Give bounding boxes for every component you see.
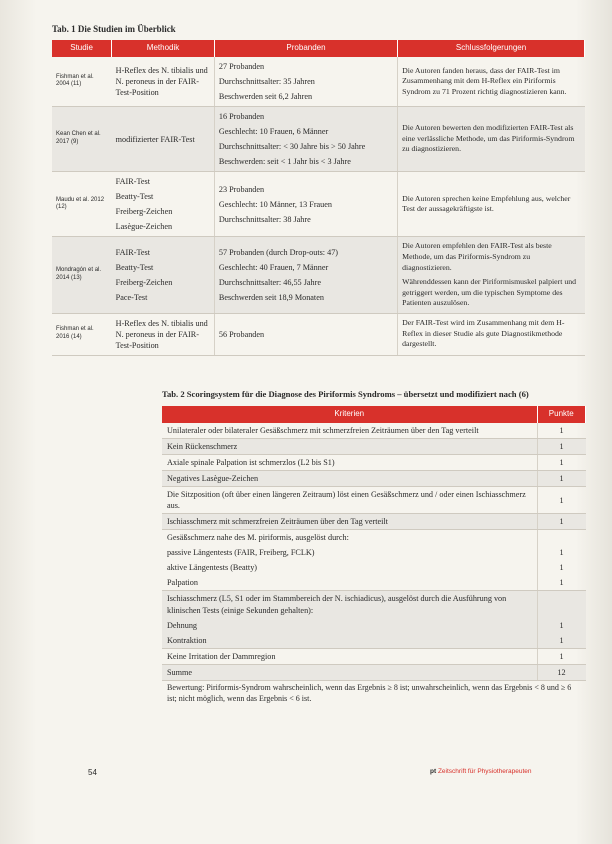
- study-row: [52, 106, 585, 171]
- criterion-row: [162, 575, 586, 591]
- method-cell: [112, 172, 215, 237]
- sample-cell-line: Geschlecht: 10 Frauen, 6 Männer: [218, 127, 329, 137]
- method-cell-line: Beatty-Test: [115, 262, 154, 272]
- conclusion-cell: [398, 57, 585, 107]
- study-row: [52, 172, 585, 237]
- sample-cell-line: 56 Probanden: [218, 329, 265, 339]
- method-cell: [112, 106, 215, 171]
- conclusion-cell: [398, 313, 585, 355]
- criterion-text: Axiale spinale Palpation ist schmerzlos (L2 bis S1): [162, 454, 537, 470]
- method-cell-line: FAIR-Test: [115, 247, 150, 257]
- method-cell-line: modifizierter FAIR-Test: [115, 134, 195, 144]
- study-row: [52, 57, 585, 107]
- study-cell: Fishman et al. 2004 (11): [52, 57, 112, 107]
- sample-cell-line: Durchschnittsalter: 46,55 Jahre: [218, 278, 321, 288]
- sample-cell-line: Beschwerden seit 6,2 Jahren: [218, 91, 313, 101]
- sample-cell-line: Geschlecht: 40 Frauen, 7 Männer: [218, 262, 329, 272]
- sample-cell-line: 27 Probanden: [218, 61, 265, 71]
- sample-cell-line: 23 Probanden: [218, 184, 265, 194]
- col-header-points: Punkte: [537, 406, 586, 423]
- sample-cell-line: Durchschnittsalter: 38 Jahre: [218, 214, 311, 224]
- col-header-method: Methodik: [112, 40, 215, 57]
- rating-row: [162, 680, 586, 706]
- journal-name: Zeitschrift für Physiotherapeuten: [437, 768, 532, 775]
- journal-footer: [430, 768, 532, 775]
- method-cell-line: H-Reflex des N. tibialis und N. peroneus in der FAIR-Test-Position: [115, 65, 208, 97]
- criterion-text: Keine Irritation der Dammregion: [162, 648, 537, 664]
- method-cell: [112, 57, 215, 107]
- criterion-row: [162, 487, 586, 514]
- method-cell-line: Lasègue-Zeichen: [115, 222, 173, 232]
- col-header-study: Studie: [52, 40, 112, 57]
- criterion-points: 1: [537, 438, 586, 454]
- criterion-points: [537, 591, 586, 618]
- conclusion-cell: [398, 172, 585, 237]
- sample-cell-line: Durchschnittsalter: < 30 Jahre bis > 50 Jahre: [218, 142, 366, 152]
- criterion-text: aktive Längentests (Beatty): [167, 563, 258, 573]
- conclusion-cell-line: Die Autoren empfehlen den FAIR-Test als beste Methode, um das Piriformis-Syndrom zu diagnostizieren.: [402, 241, 552, 272]
- study-cell: Mondragón et al. 2014 (13): [52, 237, 112, 313]
- criterion-points: 1: [537, 560, 586, 575]
- sample-cell: [214, 172, 397, 237]
- criterion-row: [162, 438, 586, 454]
- method-cell-line: FAIR-Test: [115, 177, 150, 187]
- criterion-text: Dehnung: [162, 618, 537, 633]
- criterion-points: [537, 530, 586, 546]
- criterion-points: 1: [537, 575, 586, 591]
- criterion-text: Negatives Lasègue-Zeichen: [162, 470, 537, 486]
- sum-label: Summe: [162, 664, 537, 680]
- conclusion-cell-line: Der FAIR-Test wird im Zusammenhang mit dem H-Reflex in dieser Studie als gute Diagnostikmethode dargestellt.: [402, 318, 565, 349]
- page-number: 54: [88, 768, 97, 777]
- study-cell: Kean Chen et al. 2017 (9): [52, 106, 112, 171]
- sample-cell-line: Beschwerden seit 18,9 Monaten: [218, 293, 324, 303]
- criterion-points: 1: [537, 470, 586, 486]
- criterion-row: [162, 618, 586, 633]
- rating-text: Bewertung: Piriformis-Syndrom wahrscheinlich, wenn das Ergebnis ≥ 8 ist; unwahrscheinlich, wenn das Ergebnis < 8 und ≥ 6 ist; nicht möglich, wenn das Ergebnis < 6 ist.: [167, 682, 572, 703]
- conclusion-cell: [398, 106, 585, 171]
- criterion-row: [162, 423, 586, 439]
- method-cell-line: Pace-Test: [115, 293, 148, 303]
- sample-cell-line: Beschwerden: seit < 1 Jahr bis < 3 Jahre: [218, 157, 351, 167]
- criterion-text: Ischiasschmerz mit schmerzfreien Zeiträumen über den Tag verteilt: [162, 514, 537, 530]
- col-header-sample: Probanden: [214, 40, 397, 57]
- criterion-text: Kein Rückenschmerz: [162, 438, 537, 454]
- criterion-points: 1: [537, 545, 586, 560]
- conclusion-cell-line: Die Autoren sprechen keine Empfehlung aus, welcher Test der aussagekräftigste ist.: [402, 193, 571, 214]
- method-cell-line: Freiberg-Zeichen: [115, 207, 173, 217]
- criterion-row: [162, 530, 586, 546]
- study-row: [52, 313, 585, 355]
- method-cell-line: Beatty-Test: [115, 192, 154, 202]
- sample-cell: [214, 313, 397, 355]
- sample-cell-line: 16 Probanden: [218, 111, 265, 121]
- col-header-conclusion: Schlussfolgerungen: [398, 40, 585, 57]
- sample-cell: [214, 57, 397, 107]
- criterion-group-heading: Gesäßschmerz nahe des M. piriformis, ausgelöst durch:: [167, 533, 349, 543]
- criterion-points: 1: [537, 648, 586, 664]
- journal-prefix: pt: [430, 768, 437, 775]
- sample-cell-line: Durchschnittsalter: 35 Jahren: [218, 76, 315, 86]
- criterion-row: [162, 470, 586, 486]
- study-cell: Maudu et al. 2012 (12): [52, 172, 112, 237]
- method-cell-line: Freiberg-Zeichen: [115, 278, 173, 288]
- criterion-points: 12: [537, 664, 586, 680]
- criterion-row: [162, 648, 586, 664]
- study-row: [52, 237, 585, 313]
- sample-cell: [214, 106, 397, 171]
- method-cell: [112, 237, 215, 313]
- sample-cell-line: 57 Probanden (durch Drop-outs: 47): [218, 247, 339, 257]
- criterion-text: Die Sitzposition (oft über einen längeren Zeitraum) löst einen Gesäßschmerz und / oder einen Ischiasschmerz aus.: [162, 487, 537, 514]
- criterion-row: [162, 514, 586, 530]
- criterion-text: Kontraktion: [162, 633, 537, 649]
- criterion-points: 1: [537, 514, 586, 530]
- conclusion-cell-line: Die Autoren bewerten den modifizierten FAIR-Test als eine verlässliche Methode, um das Piriformis-Syndrom zu diagnostizieren.: [402, 123, 575, 154]
- col-header-criteria: Kriterien: [162, 406, 537, 423]
- method-cell: [112, 313, 215, 355]
- criterion-row: [162, 545, 586, 560]
- conclusion-cell-line: Währenddessen kann der Piriformismuskel palpiert und getriggert werden, um die typischen Symptome des Patienten auszulösen.: [402, 277, 577, 308]
- conclusion-cell: [398, 237, 585, 313]
- criterion-text: passive Längentests (FAIR, Freiberg, FCLK): [167, 548, 315, 558]
- table1-caption: Tab. 1 Die Studien im Überblick: [52, 24, 176, 34]
- criterion-text: Unilateraler oder bilateraler Gesäßschmerz mit schmerzfreien Zeiträumen über den Tag verteilt: [162, 423, 537, 439]
- method-cell-line: H-Reflex des N. tibialis und N. peroneus in der FAIR-Test-Position: [115, 318, 208, 350]
- scoring-table: [162, 406, 586, 706]
- criterion-text: Palpation: [162, 575, 537, 591]
- criterion-row: [162, 633, 586, 649]
- criterion-points: 1: [537, 633, 586, 649]
- criterion-points: 1: [537, 487, 586, 514]
- sample-cell: [214, 237, 397, 313]
- table2-caption: Tab. 2 Scoringsystem für die Diagnose des Piriformis Syndroms – übersetzt und modifiziert nach (6): [162, 389, 529, 399]
- conclusion-cell-line: Die Autoren fanden heraus, dass der FAIR-Test im Zusammenhang mit dem H-Reflex ein Piriformis Syndrom zu 71 Prozent richtig diagnostizieren kann.: [402, 65, 567, 96]
- criterion-row: [162, 591, 586, 618]
- criterion-group-heading: Ischiasschmerz (L5, S1 oder im Stammbereich der N. ischiadicus), ausgelöst durch die Ausführung von klinischen Tests (einige Sekunden gehalten):: [162, 591, 537, 618]
- criterion-row: [162, 454, 586, 470]
- criterion-row: [162, 560, 586, 575]
- studies-table: [52, 40, 585, 356]
- sample-cell-line: Geschlecht: 10 Männer, 13 Frauen: [218, 199, 333, 209]
- sum-row: [162, 664, 586, 680]
- study-cell: Fishman et al. 2016 (14): [52, 313, 112, 355]
- criterion-points: 1: [537, 618, 586, 633]
- criterion-points: 1: [537, 454, 586, 470]
- criterion-points: 1: [537, 423, 586, 439]
